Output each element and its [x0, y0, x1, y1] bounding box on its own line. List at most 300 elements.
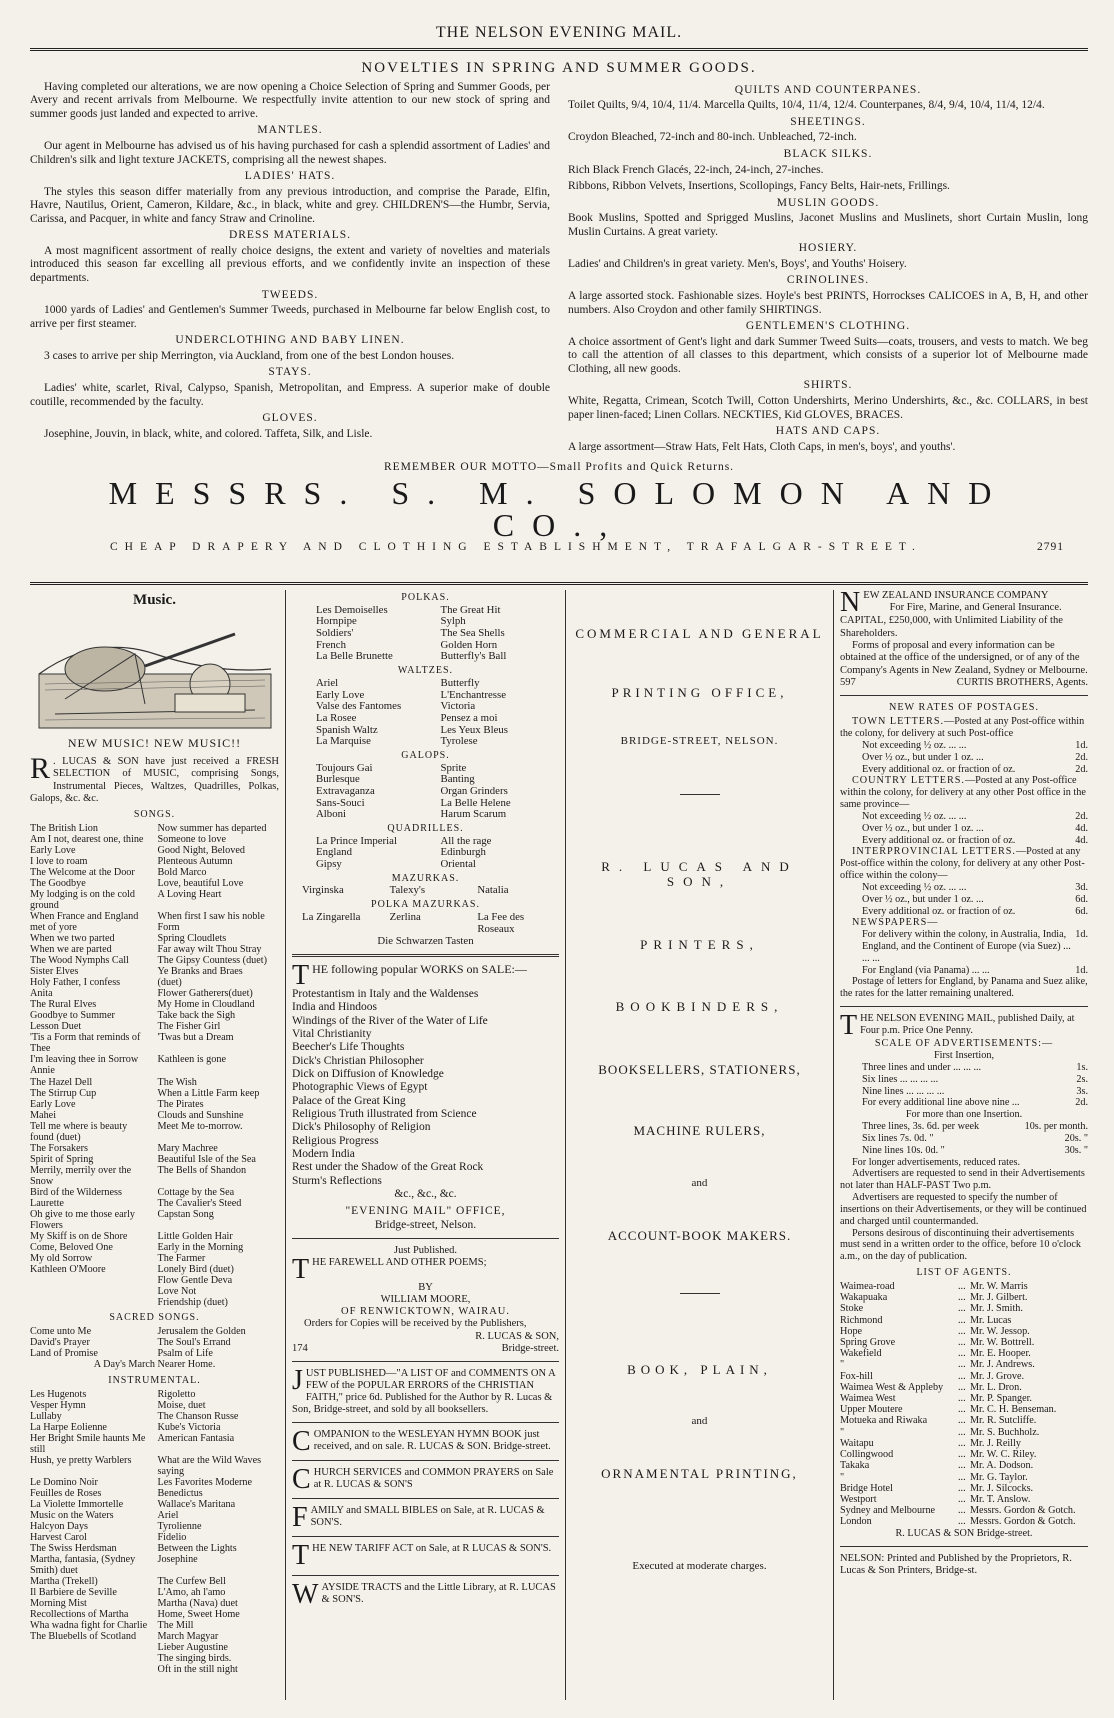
agent-name: Mr. P. Spanger.	[970, 1393, 1032, 1405]
scale-first: First Insertion,	[934, 1050, 994, 1062]
dance-title: The Sea Shells	[440, 627, 505, 640]
ad-section-heading: CRINOLINES.	[786, 274, 870, 287]
rate-value: 2d.	[1075, 810, 1088, 822]
rate-text: —Posted at any Post-office within the colony, for delivery at such Post-office	[840, 716, 1085, 740]
small-ad	[292, 1364, 559, 1416]
music-title: Il Barbiere de Seville	[30, 1586, 117, 1598]
scale-more: For more than one Insertion.	[905, 1109, 1023, 1121]
scale-row	[840, 1074, 1088, 1086]
agent-name: Mr. Lucas	[970, 1314, 1012, 1326]
rate-desc: Not exceeding ½ oz. ... ...	[862, 739, 967, 751]
agent-place: Waimea West & Appleby	[840, 1381, 944, 1393]
agent-name: Mr. J. Silcocks.	[970, 1482, 1034, 1494]
dance-title: L'Enchantresse	[440, 688, 506, 701]
rate-row	[840, 823, 1088, 835]
music-title	[30, 1297, 152, 1308]
works-heading	[292, 959, 559, 991]
ad-section-heading: GENTLEMEN'S CLOTHING.	[745, 320, 911, 333]
music-title: Lesson Duet	[30, 1021, 82, 1033]
agent-dots: ...	[958, 1359, 966, 1371]
rate-row	[840, 740, 1088, 752]
music-title: Martha (Nava) duet	[157, 1597, 238, 1609]
printing-line-9: and	[691, 1176, 708, 1189]
agent-name: Mr. J. Reilly	[970, 1437, 1021, 1449]
agent-dots: ...	[958, 1471, 966, 1483]
music-title: The Cavalier's Steed	[157, 1197, 242, 1209]
ad-number: 2791	[1037, 540, 1064, 553]
drop-cap: T	[840, 1010, 858, 1042]
drop-cap: T	[292, 1540, 310, 1572]
poems-of: OF RENWICKTOWN, WAIRAU.	[340, 1306, 511, 1318]
postage-title: NEW RATES OF POSTAGES.	[888, 702, 1040, 714]
rate-row	[840, 894, 1088, 906]
music-title	[30, 1286, 152, 1297]
music-title: The British Lion	[30, 823, 98, 835]
ad-section-heading: SHEETINGS.	[790, 115, 866, 128]
advertisement-scale	[840, 1010, 1088, 1263]
music-title	[30, 1653, 152, 1664]
ad-section-heading: QUILTS AND COUNTERPANES.	[734, 83, 922, 96]
small-ad	[292, 1578, 559, 1610]
scale-value: 2d.	[1075, 1097, 1088, 1109]
rate-desc: For England (via Panama) ... ...	[862, 964, 990, 976]
insurance-sub: For Fire, Marine, and General Insurance.	[889, 602, 1062, 614]
agent-place: Waitapu	[840, 1437, 874, 1449]
work-title: Religious Truth illustrated from Science	[292, 1108, 477, 1121]
music-title: When a Little Farm keep	[157, 1087, 260, 1099]
works-ad	[292, 959, 559, 1232]
music-title: The Fisher Girl	[157, 1021, 221, 1033]
work-title: Modern India	[292, 1148, 355, 1161]
rate-row	[840, 906, 1088, 918]
rate-value: 4d.	[1075, 834, 1088, 846]
scale-note: Advertisers are requested to specify the number of insertions on their Advertisements, or they will be continued and charged until countermanded.	[840, 1192, 1087, 1227]
small-ad-text: OMPANION to the WESLEYAN HYMN BOOK just received, and on sale. R. LUCAS & SON. Bridge-street.	[313, 1428, 551, 1452]
music-title: Land of Promise	[30, 1347, 98, 1359]
dance-heading: WALTZES.	[397, 665, 454, 677]
poems-title	[292, 1254, 559, 1286]
music-title: My Home in Cloudland	[157, 999, 255, 1011]
music-title: L'Amo, ah l'amo	[157, 1586, 226, 1598]
dance-title: Alboni	[316, 808, 346, 821]
poems-title-text: HE FAREWELL AND OTHER POEMS;	[312, 1257, 487, 1269]
music-title: Recollections of Martha	[30, 1608, 129, 1620]
music-intro-text: . LUCAS & SON have just received a FRESH SELECTION of MUSIC, comprising Songs, Instrumental Pieces, Waltzes, Quadrilles, Polkas, Galops, &c. &c.	[30, 755, 279, 804]
dance-title: La Belle Brunette	[316, 650, 393, 663]
rate-desc: Over ½ oz., but under 1 oz. ...	[862, 893, 984, 905]
solomon-advertisement	[30, 60, 1088, 554]
agent-dots: ...	[958, 1348, 966, 1360]
music-title: Beautiful Isle of the Sea	[157, 1153, 256, 1165]
music-title: Lonely Bird (duet)	[157, 1263, 234, 1275]
dance-title: Les Demoiselles	[316, 603, 388, 616]
scale-desc: Six lines 7s. 0d. "	[862, 1132, 934, 1144]
agent-name: Mr. J. Gilbert.	[970, 1292, 1028, 1304]
insurance-capital: CAPITAL, £250,000, with Unlimited Liability of the Shareholders.	[840, 615, 1063, 639]
agents-tail: R. LUCAS & SON Bridge-street.	[895, 1527, 1033, 1539]
dance-title: Early Love	[316, 688, 365, 701]
ad-section-text: The styles this season differ materially from any previous introduction, and comprise the Parade, Elfin, Havre, Nautilus, Orient, Cameron, Kildare, &c., in black, white and grey. CHILDREN'S—the Humbr, Servia, Carissa, and Pacquer, in white and fancy Straw and Crinoline.	[30, 185, 550, 225]
agent-place: Takaka	[840, 1460, 870, 1472]
ad-section-text: Ladies' and Children's in great variety. Men's, Boys', and Youths' Hoisery.	[568, 257, 907, 270]
ad-section-heading: HOSIERY.	[798, 242, 858, 255]
drop-cap: J	[292, 1364, 303, 1396]
music-title: The singing birds.	[157, 1652, 232, 1664]
dance-title: Spanish Waltz	[316, 723, 378, 736]
scale-row	[840, 1086, 1088, 1098]
ad-section-heading: SHIRTS.	[803, 379, 853, 392]
music-title: When first I saw his noble Form	[157, 911, 265, 934]
agent-place: Westport	[840, 1494, 877, 1506]
agent-name: Mr. L. Dron.	[970, 1381, 1022, 1393]
scale-row	[840, 1121, 1088, 1133]
mail-title-text: HE NELSON EVENING MAIL, published Daily, at Four p.m. Price One Penny.	[860, 1013, 1075, 1036]
music-title: The Stirrup Cup	[30, 1087, 97, 1099]
rate-tail: Postage of letters for England, by Panama and Suez alike, the rates for the latter remaining unaltered.	[840, 976, 1088, 1000]
ad-section-text: White, Regatta, Crimean, Scotch Twill, Cotton Undershirts, Merino Undershirts, &c., &c. COLLARS, in best paper linen-faced; Linen Collars. NECKTIES, Kid GLOVES, BRACES.	[568, 394, 1088, 421]
ad-section-text: Josephine, Jouvin, in black, white, and colored. Taffeta, Silk, and Lisle.	[44, 427, 373, 440]
poems-num: 174	[292, 1342, 308, 1354]
scale-value: 10s. per month.	[1024, 1121, 1088, 1133]
rate-desc: Every additional oz. or fraction of oz.	[862, 834, 1016, 846]
agent-dots: ...	[958, 1494, 966, 1506]
agent-place: "	[840, 1359, 845, 1371]
music-title: La Violette Immortelle	[30, 1498, 124, 1510]
dance-title: Die Schwarzen Tasten	[377, 935, 474, 948]
work-title: Palace of the Great King	[292, 1094, 406, 1107]
scale-desc: Nine lines ... ... ... ...	[862, 1085, 945, 1097]
printing-office-column	[566, 590, 834, 1700]
music-title: The Bells of Shandon	[157, 1164, 247, 1176]
music-column	[24, 590, 286, 1700]
music-title: Oft in the still night	[157, 1663, 238, 1675]
rate-value: 2d.	[1075, 751, 1088, 763]
lower-columns	[24, 590, 1094, 1700]
rate-desc: Not exceeding ½ oz. ... ...	[862, 810, 967, 822]
work-title: Windings of the River of the Water of Life	[292, 1014, 488, 1027]
music-title: Halcyon Days	[30, 1520, 88, 1532]
agent-name: Mr. R. Sutcliffe.	[970, 1415, 1037, 1427]
music-title: I love to roam	[30, 856, 88, 868]
rate-value: 1d.	[1075, 739, 1088, 751]
music-title: Laurette	[30, 1197, 64, 1209]
music-title: The Gipsy Countess (duet)	[157, 955, 268, 967]
agent-dots: ...	[958, 1370, 966, 1382]
drop-cap: T	[292, 959, 310, 991]
ad-section-text: Ladies' white, scarlet, Rival, Calypso, Spanish, Metropolitan, and Empress. A superior make of double coutille, recommended by the faculty.	[30, 381, 550, 408]
music-title: Lieber Augustine	[157, 1641, 228, 1653]
work-title: Rest under the Shadow of the Great Rock	[292, 1161, 484, 1174]
dance-list	[292, 885, 559, 897]
dance-title: Sylph	[440, 615, 466, 628]
rate-desc: For delivery within the colony, in Australia, India, England, and the Continent of Europe (via Suez) ... ... ...	[862, 929, 1071, 964]
small-ad-text: AMILY and SMALL BIBLES on Sale, at R. LUCAS & SON'S.	[310, 1505, 545, 1529]
music-title: Anita	[30, 988, 53, 1000]
printing-line-5: PRINTERS,	[640, 937, 759, 953]
ad-intro: Having completed our alterations, we are now opening a Choice Selection of Spring and Summer Goods, per Avery and recent arrivals from Melbourne. We respectfully invite attention to our new stock of spring and summer goods just landed and expected to arrive.	[30, 80, 550, 120]
dance-title: Golden Horn	[440, 638, 498, 651]
scale-desc: Three lines and under ... ... ...	[862, 1061, 982, 1073]
ad-section-heading: MANTLES.	[257, 124, 323, 137]
firm-description: CHEAP DRAPERY AND CLOTHING ESTABLISHMENT, TRAFALGAR-STREET.	[110, 540, 922, 553]
rate-label: INTERPROVINCIAL LETTERS.	[852, 846, 1016, 858]
music-title: Spring Cloudlets	[157, 933, 227, 945]
scale-value: 1s.	[1076, 1061, 1088, 1073]
mail-title	[840, 1010, 1088, 1042]
songs-heading: SONGS.	[133, 809, 176, 821]
ad-section-heading: LADIES' HATS.	[244, 170, 336, 183]
rate-para	[840, 846, 1088, 881]
ad-section-text: Croydon Bleached, 72-inch and 80-inch. Unbleached, 72-inch.	[568, 131, 857, 144]
ad-section-heading: STAYS.	[268, 366, 312, 379]
insurance-ad	[840, 590, 1088, 689]
rate-para	[840, 716, 1088, 740]
music-title: Her Bright Smile haunts Me still	[30, 1432, 146, 1455]
music-title: Jerusalem the Golden	[157, 1325, 246, 1337]
dance-title: Zerlina	[389, 910, 421, 923]
music-title: 'Twas but a Dream	[157, 1032, 234, 1044]
dance-heading: QUADRILLES.	[387, 822, 464, 834]
music-title: Bird of the Wilderness	[30, 1186, 122, 1198]
works-street: Bridge-street, Nelson.	[374, 1218, 477, 1231]
printing-line-14: Executed at moderate charges.	[632, 1559, 767, 1572]
ad-section-heading: GLOVES.	[262, 412, 318, 425]
rate-row	[840, 764, 1088, 776]
firm-subtitle	[30, 541, 1088, 555]
dance-title: Gipsy	[316, 858, 342, 870]
agent-dots: ...	[958, 1303, 966, 1315]
dance-list	[292, 836, 559, 871]
music-title: The Forsakers	[30, 1142, 88, 1154]
agent-name: Mr. W. Marris	[970, 1280, 1028, 1292]
music-title: My Skiff is on de Shore	[30, 1230, 128, 1242]
agent-dots: ...	[958, 1292, 966, 1304]
music-title: Bold Marco	[157, 867, 207, 879]
agent-dots: ...	[958, 1505, 966, 1517]
rate-label: NEWSPAPERS—	[852, 917, 939, 929]
music-title: Goodbye to Summer	[30, 1010, 115, 1022]
music-title: La Harpe Eolienne	[30, 1421, 107, 1433]
music-title: Home, Sweet Home	[157, 1608, 240, 1620]
music-title: Come unto Me	[30, 1325, 92, 1337]
agents-list	[840, 1281, 1088, 1528]
scale-note: Persons desirous of discontinuing their advertisements must send in a written order to the office, before 10 o'clock a.m., on the day of publication.	[840, 1227, 1081, 1263]
printing-line-6: BOOKBINDERS,	[615, 998, 784, 1014]
dance-title: Harum Scarum	[440, 808, 507, 821]
agent-place: Collingwood	[840, 1449, 894, 1461]
dance-title: Virginska	[302, 884, 344, 897]
rate-row	[840, 929, 1088, 964]
music-title: Love Not	[157, 1285, 197, 1297]
rate-value: 1d.	[1075, 929, 1088, 941]
rate-row	[840, 835, 1088, 847]
work-title: Photographic Views of Egypt	[292, 1081, 428, 1094]
printing-line-11: BOOK, PLAIN,	[627, 1361, 772, 1377]
small-ad	[292, 1464, 559, 1496]
music-title: Benedictus	[157, 1487, 203, 1499]
music-title	[30, 1642, 152, 1653]
dance-title: Tyrolese	[440, 735, 478, 748]
agent-name: Mr. W. Jessop.	[970, 1325, 1030, 1337]
dance-title: Burlesque	[316, 773, 360, 786]
scale-desc: Nine lines 10s. 0d. "	[862, 1144, 945, 1156]
agent-place: Waimea West	[840, 1393, 896, 1405]
poems-publisher: R. LUCAS & SON,	[475, 1330, 559, 1342]
ad-section-text: 3 cases to arrive per ship Merrington, via Auckland, from one of the best London houses.	[44, 349, 455, 362]
music-title: Spirit of Spring	[30, 1153, 94, 1165]
work-title: Sturm's Reflections	[292, 1174, 382, 1187]
music-instruments-engraving	[35, 614, 275, 732]
poems-just: Just Published.	[393, 1245, 457, 1257]
music-intro	[30, 751, 279, 806]
rate-label: COUNTRY LETTERS.	[852, 775, 965, 787]
dances-section	[292, 592, 559, 948]
agent-place: Wakefield	[840, 1348, 882, 1360]
agent-place: Bridge Hotel	[840, 1482, 893, 1494]
dance-list	[292, 678, 559, 748]
printing-line-1: COMMERCIAL AND GENERAL	[575, 626, 824, 641]
scale-row	[840, 1097, 1088, 1109]
sacred-heading: SACRED SONGS.	[109, 1311, 200, 1323]
music-title	[30, 1664, 152, 1675]
music-title: Kube's Victoria	[157, 1421, 221, 1433]
music-title: Cottage by the Sea	[157, 1186, 235, 1198]
dance-heading: GALOPS.	[401, 749, 450, 761]
music-title: Kathleen O'Moore	[30, 1263, 106, 1275]
music-title: Tell me where is beauty found (duet)	[30, 1120, 128, 1143]
music-heading: Music.	[133, 592, 176, 608]
insurance-forms: Forms of proposal and every information can be obtained at the office of the undersigned, or of any of the Company's Agents in New Zealand, Sydney or Melbourne.	[840, 639, 1088, 676]
music-title: Plenteous Autumn	[157, 856, 233, 868]
small-ad	[292, 1502, 559, 1534]
music-title: Friendship (duet)	[157, 1296, 228, 1308]
music-title: When we two parted	[30, 933, 115, 945]
music-title: Come, Beloved One	[30, 1241, 113, 1253]
music-title: American Fantasia	[157, 1432, 235, 1444]
music-title: Flow Gentle Deva	[157, 1274, 233, 1286]
scale-heading: SCALE OF ADVERTISEMENTS:—	[874, 1038, 1054, 1050]
sacred-tail: A Day's March Nearer Home.	[93, 1358, 216, 1370]
agent-dots: ...	[958, 1381, 966, 1393]
music-title: What are the Wild Waves saying	[157, 1454, 262, 1477]
poems-author: WILLIAM MOORE,	[380, 1294, 471, 1306]
ad-section-text: Toilet Quilts, 9/4, 10/4, 11/4. Marcella Quilts, 10/4, 11/4, 12/4. Counterpanes, 8/4, 9/4, 10/4, 11/4, 12/4.	[568, 99, 1045, 112]
music-title: Josephine	[157, 1553, 198, 1565]
dance-title: Sprite	[440, 761, 467, 774]
agent-place: Sydney and Melbourne	[840, 1505, 936, 1517]
scale-value: 30s. "	[1064, 1144, 1088, 1156]
dance-title: Les Yeux Bleus	[440, 723, 508, 736]
works-etc: &c., &c., &c.	[394, 1188, 457, 1201]
agent-name: Mr. C. H. Benseman.	[970, 1404, 1057, 1416]
music-title: The Goodbye	[30, 878, 86, 890]
agent-dots: ...	[958, 1280, 966, 1292]
music-title: Early Love	[30, 1098, 76, 1110]
printing-line-2: PRINTING OFFICE,	[611, 685, 788, 701]
ad-section-text: Book Muslins, Spotted and Sprigged Muslins, Jaconet Muslins and Muslinets, short Curtain Muslin, long Muslin Curtains. A great variety.	[568, 212, 1088, 238]
dance-title: La Rosee	[316, 711, 357, 724]
music-title: The Pirates	[157, 1098, 204, 1110]
agent-name: Mr. W. Bottrell.	[970, 1336, 1035, 1348]
insurance-title: EW ZEALAND INSURANCE COMPANY	[863, 590, 1049, 601]
agent-name: Mr. E. Hooper.	[970, 1348, 1031, 1360]
dance-title: Hornpipe	[316, 615, 357, 628]
imprint: NELSON: Printed and Published by the Proprietors, R. Lucas & Son Printers, Bridge-st.	[840, 1552, 1072, 1577]
agent-dots: ...	[958, 1449, 966, 1461]
printing-line-7: BOOKSELLERS, STATIONERS,	[598, 1061, 801, 1077]
music-title: Between the Lights	[157, 1542, 237, 1554]
music-title: Take back the Sigh	[157, 1010, 236, 1022]
dance-title: Banting	[440, 773, 475, 786]
agent-dots: ...	[958, 1314, 966, 1326]
printing-line-8: MACHINE RULERS,	[633, 1123, 766, 1139]
music-title: Merrily, merrily over the Snow	[30, 1164, 132, 1187]
dance-title: Oriental	[440, 858, 476, 870]
agent-name: Mr. A. Dodson.	[970, 1460, 1034, 1472]
scale-desc: Three lines, 3s. 6d. per week	[862, 1121, 980, 1133]
dance-title: The Great Hit	[440, 603, 501, 616]
masthead-rule	[30, 48, 1088, 51]
rate-value: 6d.	[1075, 893, 1088, 905]
work-title: Dick's Christian Philosopher	[292, 1054, 424, 1067]
music-title: Capstan Song	[157, 1208, 214, 1220]
dance-title: Butterfly's Ball	[440, 650, 507, 663]
music-title: The Wood Nymphs Call	[30, 955, 129, 967]
agent-name: Mr. S. Buchholz.	[970, 1426, 1040, 1438]
agent-place: Motueka and Riwaka	[840, 1415, 928, 1427]
agent-dots: ...	[958, 1325, 966, 1337]
rate-value: 1d.	[1075, 964, 1088, 976]
poems-pubst: Bridge-street.	[501, 1342, 559, 1354]
music-title: Mahei	[30, 1109, 57, 1121]
music-title: Good Night, Beloved	[157, 845, 245, 857]
rate-row	[840, 882, 1088, 894]
agent-dots: ...	[958, 1336, 966, 1348]
postage-rates	[840, 702, 1088, 1000]
dance-title: Soldiers'	[316, 627, 354, 640]
rate-para	[840, 775, 1088, 810]
music-title: Sister Elves	[30, 966, 79, 978]
small-ad-text: UST PUBLISHED—"A LIST OF and COMMENTS ON A FEW of the POPULAR ERRORS of the CHRISTIAN FAITH," price 6d. Published for the Author by R. Lucas & Son, Bridge-street, and sold by all booksellers.	[292, 1367, 556, 1415]
dance-title: La Fee des Roseaux	[477, 910, 525, 935]
ad-section-heading: HATS AND CAPS.	[775, 425, 881, 438]
dance-title: Toujours Gai	[316, 761, 373, 774]
scale-value: 3s.	[1076, 1085, 1088, 1097]
dance-title: Victoria	[440, 700, 476, 713]
divider	[292, 1361, 559, 1362]
drop-cap: F	[292, 1502, 308, 1534]
agent-place: Fox-hill	[840, 1370, 873, 1382]
agent-dots: ...	[958, 1415, 966, 1427]
dance-title: La Prince Imperial	[316, 834, 397, 847]
divider	[292, 1422, 559, 1423]
music-title: Rigoletto	[157, 1388, 196, 1400]
agent-place: London	[840, 1516, 872, 1528]
small-ads	[292, 1361, 559, 1610]
agent-name: Messrs. Gordon & Gotch.	[970, 1516, 1076, 1528]
ad-section-text: Our agent in Melbourne has advised us of his having purchased for cash a splendid assortment of Ladies' and Children's silk and light texture JACKETS, comprising all the newest shapes.	[30, 139, 550, 166]
dance-title: England	[316, 846, 352, 859]
small-ad	[292, 1540, 559, 1572]
rate-value: 4d.	[1075, 822, 1088, 834]
dance-list	[292, 763, 559, 821]
dance-title: Butterfly	[440, 676, 480, 689]
music-title: 'Tis a Form that reminds of Thee	[30, 1032, 141, 1055]
music-title: (duet)	[157, 977, 182, 989]
ad-section-text: Rich Black French Glacés, 22-inch, 24-inch, 27-inches.	[568, 163, 824, 176]
music-title: The Chanson Russe	[157, 1410, 239, 1422]
ad-right-column	[568, 81, 1088, 458]
